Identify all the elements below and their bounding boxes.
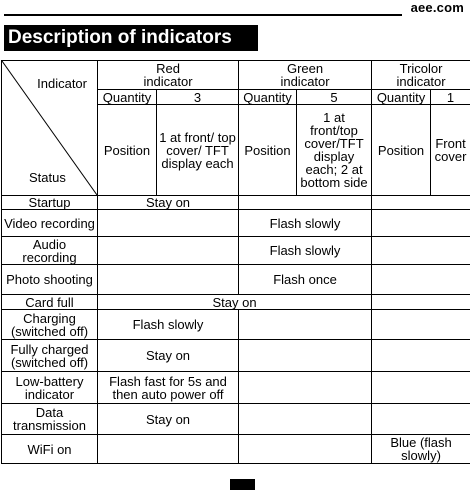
tricolor-state-cell: [372, 295, 470, 310]
red-state-cell: Flash fast for 5s and then auto power off: [98, 372, 239, 404]
table-row: [2, 372, 470, 404]
status-cell: Startup: [2, 196, 98, 210]
tricolor-state-cell: [372, 340, 470, 372]
brand-label: aee.com: [410, 0, 464, 15]
tricolor-state-cell: [372, 404, 470, 435]
red-state-cell: [98, 265, 239, 295]
tricolor-position-label: Position: [372, 105, 431, 196]
red-state-cell: Stay on: [98, 340, 239, 372]
red-position-label: Position: [98, 105, 157, 196]
status-cell: Video recording: [2, 210, 98, 237]
status-axis-label: Status: [29, 170, 66, 185]
table-row: [2, 210, 470, 237]
red-state-cell: Stay on: [98, 196, 239, 210]
status-cell: Charging (switched off): [2, 310, 98, 340]
tricolor-indicator-header: Tricolor indicator: [372, 61, 470, 90]
tricolor-quantity-value: 1: [431, 90, 470, 105]
red-quantity-label: Quantity: [98, 90, 157, 105]
status-cell: Audio recording: [2, 237, 98, 265]
tricolor-state-cell: [372, 265, 470, 295]
red-indicator-header: Red indicator: [98, 61, 239, 90]
status-cell: Fully charged (switched off): [2, 340, 98, 372]
header-rule: [4, 14, 402, 16]
red-position-value: 1 at front/ top cover/ TFT display each: [157, 105, 239, 196]
red-state-cell: [98, 210, 239, 237]
tricolor-state-cell: [372, 237, 470, 265]
red-state-cell: Flash slowly: [98, 310, 239, 340]
red-green-state-cell: Stay on: [98, 295, 372, 310]
green-position-value: 1 at front/top cover/TFT display each; 2 at bottom side: [297, 105, 372, 196]
status-cell: Card full: [2, 295, 98, 310]
status-cell: WiFi on: [2, 435, 98, 464]
green-indicator-header: Green indicator: [239, 61, 372, 90]
green-quantity-label: Quantity: [239, 90, 297, 105]
green-state-cell: Flash once: [239, 265, 372, 295]
tricolor-state-cell: [372, 210, 470, 237]
green-quantity-value: 5: [297, 90, 372, 105]
tricolor-state-cell: [372, 196, 470, 210]
green-state-cell: [239, 196, 372, 210]
green-state-cell: [239, 372, 372, 404]
green-state-cell: Flash slowly: [239, 210, 372, 237]
green-state-cell: [239, 435, 372, 464]
green-state-cell: [239, 404, 372, 435]
table-row: [2, 310, 470, 340]
tricolor-quantity-label: Quantity: [372, 90, 431, 105]
table-row: [2, 340, 470, 372]
page-title: Description of indicators: [4, 25, 258, 51]
status-cell: Photo shooting: [2, 265, 98, 295]
red-quantity-value: 3: [157, 90, 239, 105]
green-state-cell: Flash slowly: [239, 237, 372, 265]
red-state-cell: [98, 435, 239, 464]
tricolor-position-value: Front cover: [431, 105, 470, 196]
table-row: [2, 404, 470, 435]
table-row: [2, 295, 470, 310]
tricolor-state-cell: [372, 372, 470, 404]
red-state-cell: Stay on: [98, 404, 239, 435]
status-cell: Low-battery indicator: [2, 372, 98, 404]
indicator-table: [1, 60, 470, 464]
table-row: [2, 196, 470, 210]
status-cell: Data transmission: [2, 404, 98, 435]
green-position-label: Position: [239, 105, 297, 196]
table-row: [2, 237, 470, 265]
header-corner-cell: [2, 61, 98, 196]
green-state-cell: [239, 340, 372, 372]
page-marker: [230, 479, 255, 490]
indicator-axis-label: Indicator: [37, 76, 87, 91]
tricolor-state-cell: [372, 310, 470, 340]
table-row: [2, 435, 470, 464]
red-state-cell: [98, 237, 239, 265]
table-row: [2, 265, 470, 295]
green-state-cell: [239, 310, 372, 340]
tricolor-state-cell: Blue (flash slowly): [372, 435, 470, 464]
